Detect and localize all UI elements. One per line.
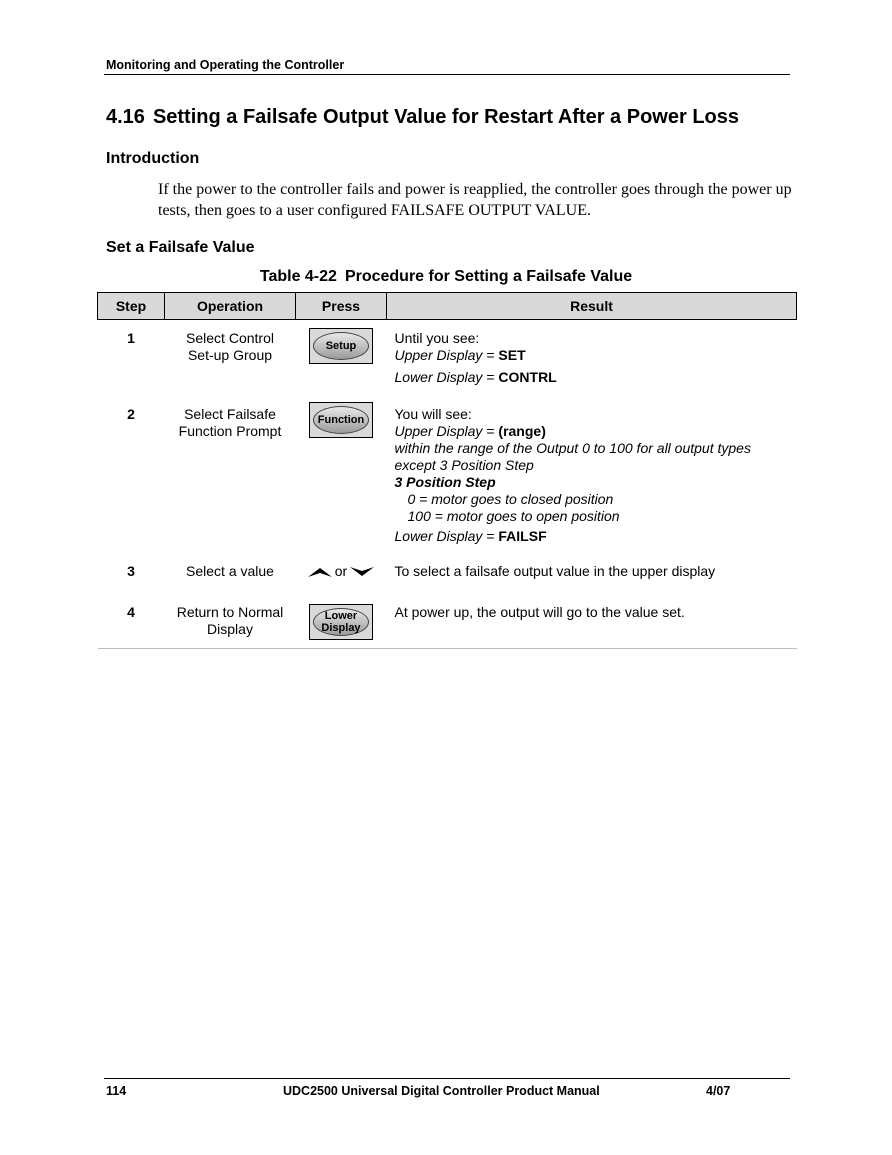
procedure-table: [97, 292, 797, 649]
table-caption-label: Table 4-22: [259, 268, 337, 285]
result-upper-display: Upper Display = SET: [394, 347, 526, 363]
or-text: or: [334, 563, 348, 579]
step-number: 2: [127, 406, 135, 422]
arrow-keys: [307, 563, 375, 580]
press-cell: [296, 320, 387, 397]
header-result: Result: [387, 293, 797, 320]
set-failsafe-heading: Set a Failsafe Value: [106, 239, 255, 256]
header-press: Press: [296, 293, 387, 320]
operation-cell: [165, 604, 296, 649]
up-arrow-icon[interactable]: [307, 566, 333, 578]
table-header-row: [98, 293, 797, 320]
table-row: [98, 563, 797, 604]
step-number: 3: [127, 563, 135, 579]
result-lower-display: Lower Display = CONTRL: [394, 369, 557, 385]
section-number: 4.16: [106, 106, 145, 128]
header-step: Step: [98, 293, 165, 320]
press-cell: [296, 604, 387, 649]
result-range-text: except 3 Position Step: [394, 457, 534, 473]
introduction-paragraph: If the power to the controller fails and power is reapplied, the controller goes through the power up tests, then goes to a user configured FAILSAFE OUTPUT VALUE.: [158, 181, 792, 219]
introduction-heading: Introduction: [106, 150, 200, 167]
result-range-text: within the range of the Output 0 to 100 for all output types: [394, 440, 751, 456]
header-operation: Operation: [165, 293, 296, 320]
footer-page-number: 114: [106, 1084, 127, 1098]
result-3pos-heading: 3 Position Step: [394, 474, 496, 490]
operation-text: Select Control: [186, 330, 274, 346]
result-cell: [387, 320, 797, 397]
table-row: [98, 320, 797, 397]
step-number: 4: [98, 604, 165, 649]
result-3pos-closed: 0 = motor goes to closed position: [407, 491, 614, 507]
header-rule: [104, 74, 790, 75]
result-intro: Until you see:: [394, 330, 480, 346]
operation-cell: [165, 396, 296, 563]
operation-text: Select Failsafe: [184, 406, 276, 422]
press-cell: [296, 396, 387, 563]
setup-key-label: Setup: [325, 340, 357, 352]
running-header: Monitoring and Operating the Controller: [106, 58, 345, 72]
operation-cell: [165, 320, 296, 397]
result-3pos-open: 100 = motor goes to open position: [407, 508, 620, 524]
operation-text: Function Prompt: [178, 423, 282, 439]
operation-text: Return to Normal: [176, 604, 284, 620]
function-key-button[interactable]: [309, 402, 373, 438]
footer-manual-title: UDC2500 Universal Digital Controller Product Manual: [283, 1084, 600, 1098]
footer-date: 4/07: [706, 1084, 731, 1098]
step-number: 1: [127, 330, 135, 346]
lower-display-key-button[interactable]: [309, 604, 373, 640]
result-cell: To select a failsafe output value in the upper display: [394, 563, 716, 579]
result-lower-display: Lower Display = FAILSF: [394, 528, 547, 544]
table-caption-text: Procedure for Setting a Failsafe Value: [344, 268, 633, 285]
result-cell: At power up, the output will go to the value set.: [387, 604, 797, 649]
down-arrow-icon[interactable]: [349, 566, 375, 578]
operation-cell: [165, 563, 296, 604]
footer-rule: [104, 1078, 790, 1079]
result-cell: [387, 396, 797, 563]
setup-key-button[interactable]: [309, 328, 373, 364]
result-intro: You will see:: [394, 406, 472, 422]
section-title: [106, 106, 739, 129]
table-caption: [0, 268, 892, 286]
lower-display-key-label: Lower: [324, 610, 358, 622]
result-upper-display: Upper Display = (range): [394, 423, 546, 439]
press-cell: [296, 563, 387, 604]
section-title-text: Setting a Failsafe Output Value for Restart After a Power Loss: [152, 106, 739, 128]
table-row: [98, 604, 797, 649]
operation-text: Set-up Group: [187, 347, 273, 363]
operation-text: Display: [207, 621, 253, 637]
function-key-label: Function: [317, 414, 365, 426]
lower-display-key-label: Display: [321, 622, 361, 634]
operation-text: Select a value: [186, 563, 274, 579]
table-row: [98, 396, 797, 563]
